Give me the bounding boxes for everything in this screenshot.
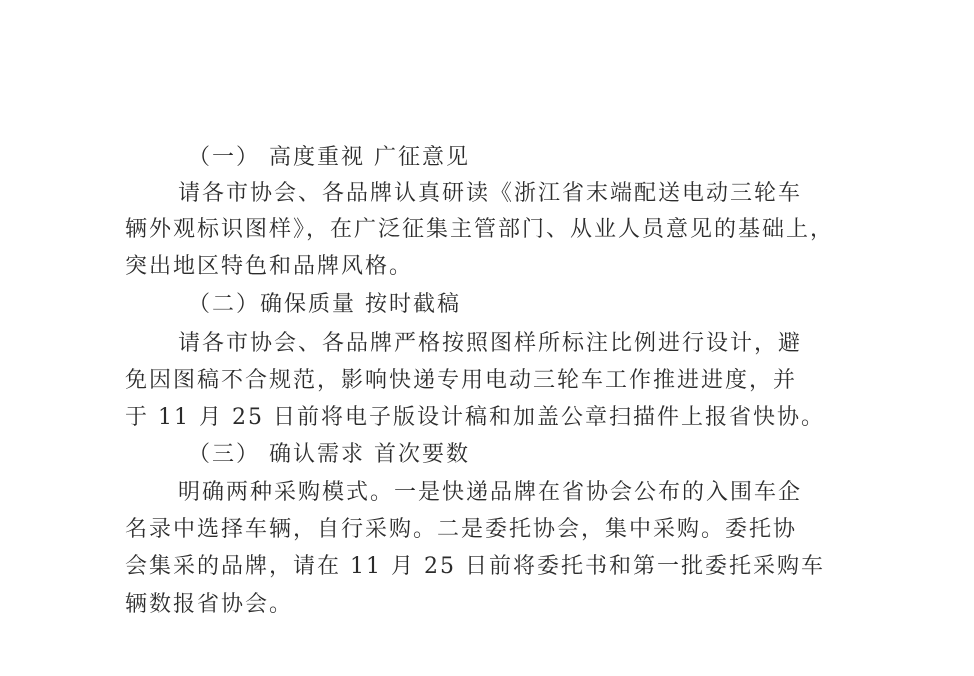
section-1-line-1: 请各市协会、各品牌认真研读《浙江省末端配送电动三轮车 (178, 181, 803, 206)
section-1-heading: （一） 高度重视 广征意见 (188, 145, 470, 170)
section-2-line-1: 请各市协会、各品牌严格按照图样所标注比例进行设计，避 (178, 331, 803, 356)
section-3-line-4: 辆数报省协会。 (125, 592, 294, 617)
section-3-line-1: 明确两种采购模式。一是快递品牌在省协会公布的入围车企 (178, 480, 803, 505)
section-3-line-2: 名录中选择车辆，自行采购。二是委托协会，集中采购。委托协 (125, 517, 798, 542)
section-2-line-2: 免因图稿不合规范，影响快递专用电动三轮车工作推进进度，并 (125, 368, 798, 393)
section-3-heading: （三） 确认需求 首次要数 (188, 442, 470, 467)
section-3-line-3: 会集采的品牌，请在 11 月 25 日前将委托书和第一批委托采购车 (125, 554, 825, 579)
section-1-line-3: 突出地区特色和品牌风格。 (125, 254, 414, 279)
section-1-line-2: 辆外观标识图样》，在广泛征集主管部门、从业人员意见的基础上， (125, 217, 835, 242)
section-2-heading: （二）确保质量 按时截稿 (188, 292, 461, 317)
section-2-line-3: 于 11 月 25 日前将电子版设计稿和加盖公章扫描件上报省快协。 (125, 405, 825, 430)
